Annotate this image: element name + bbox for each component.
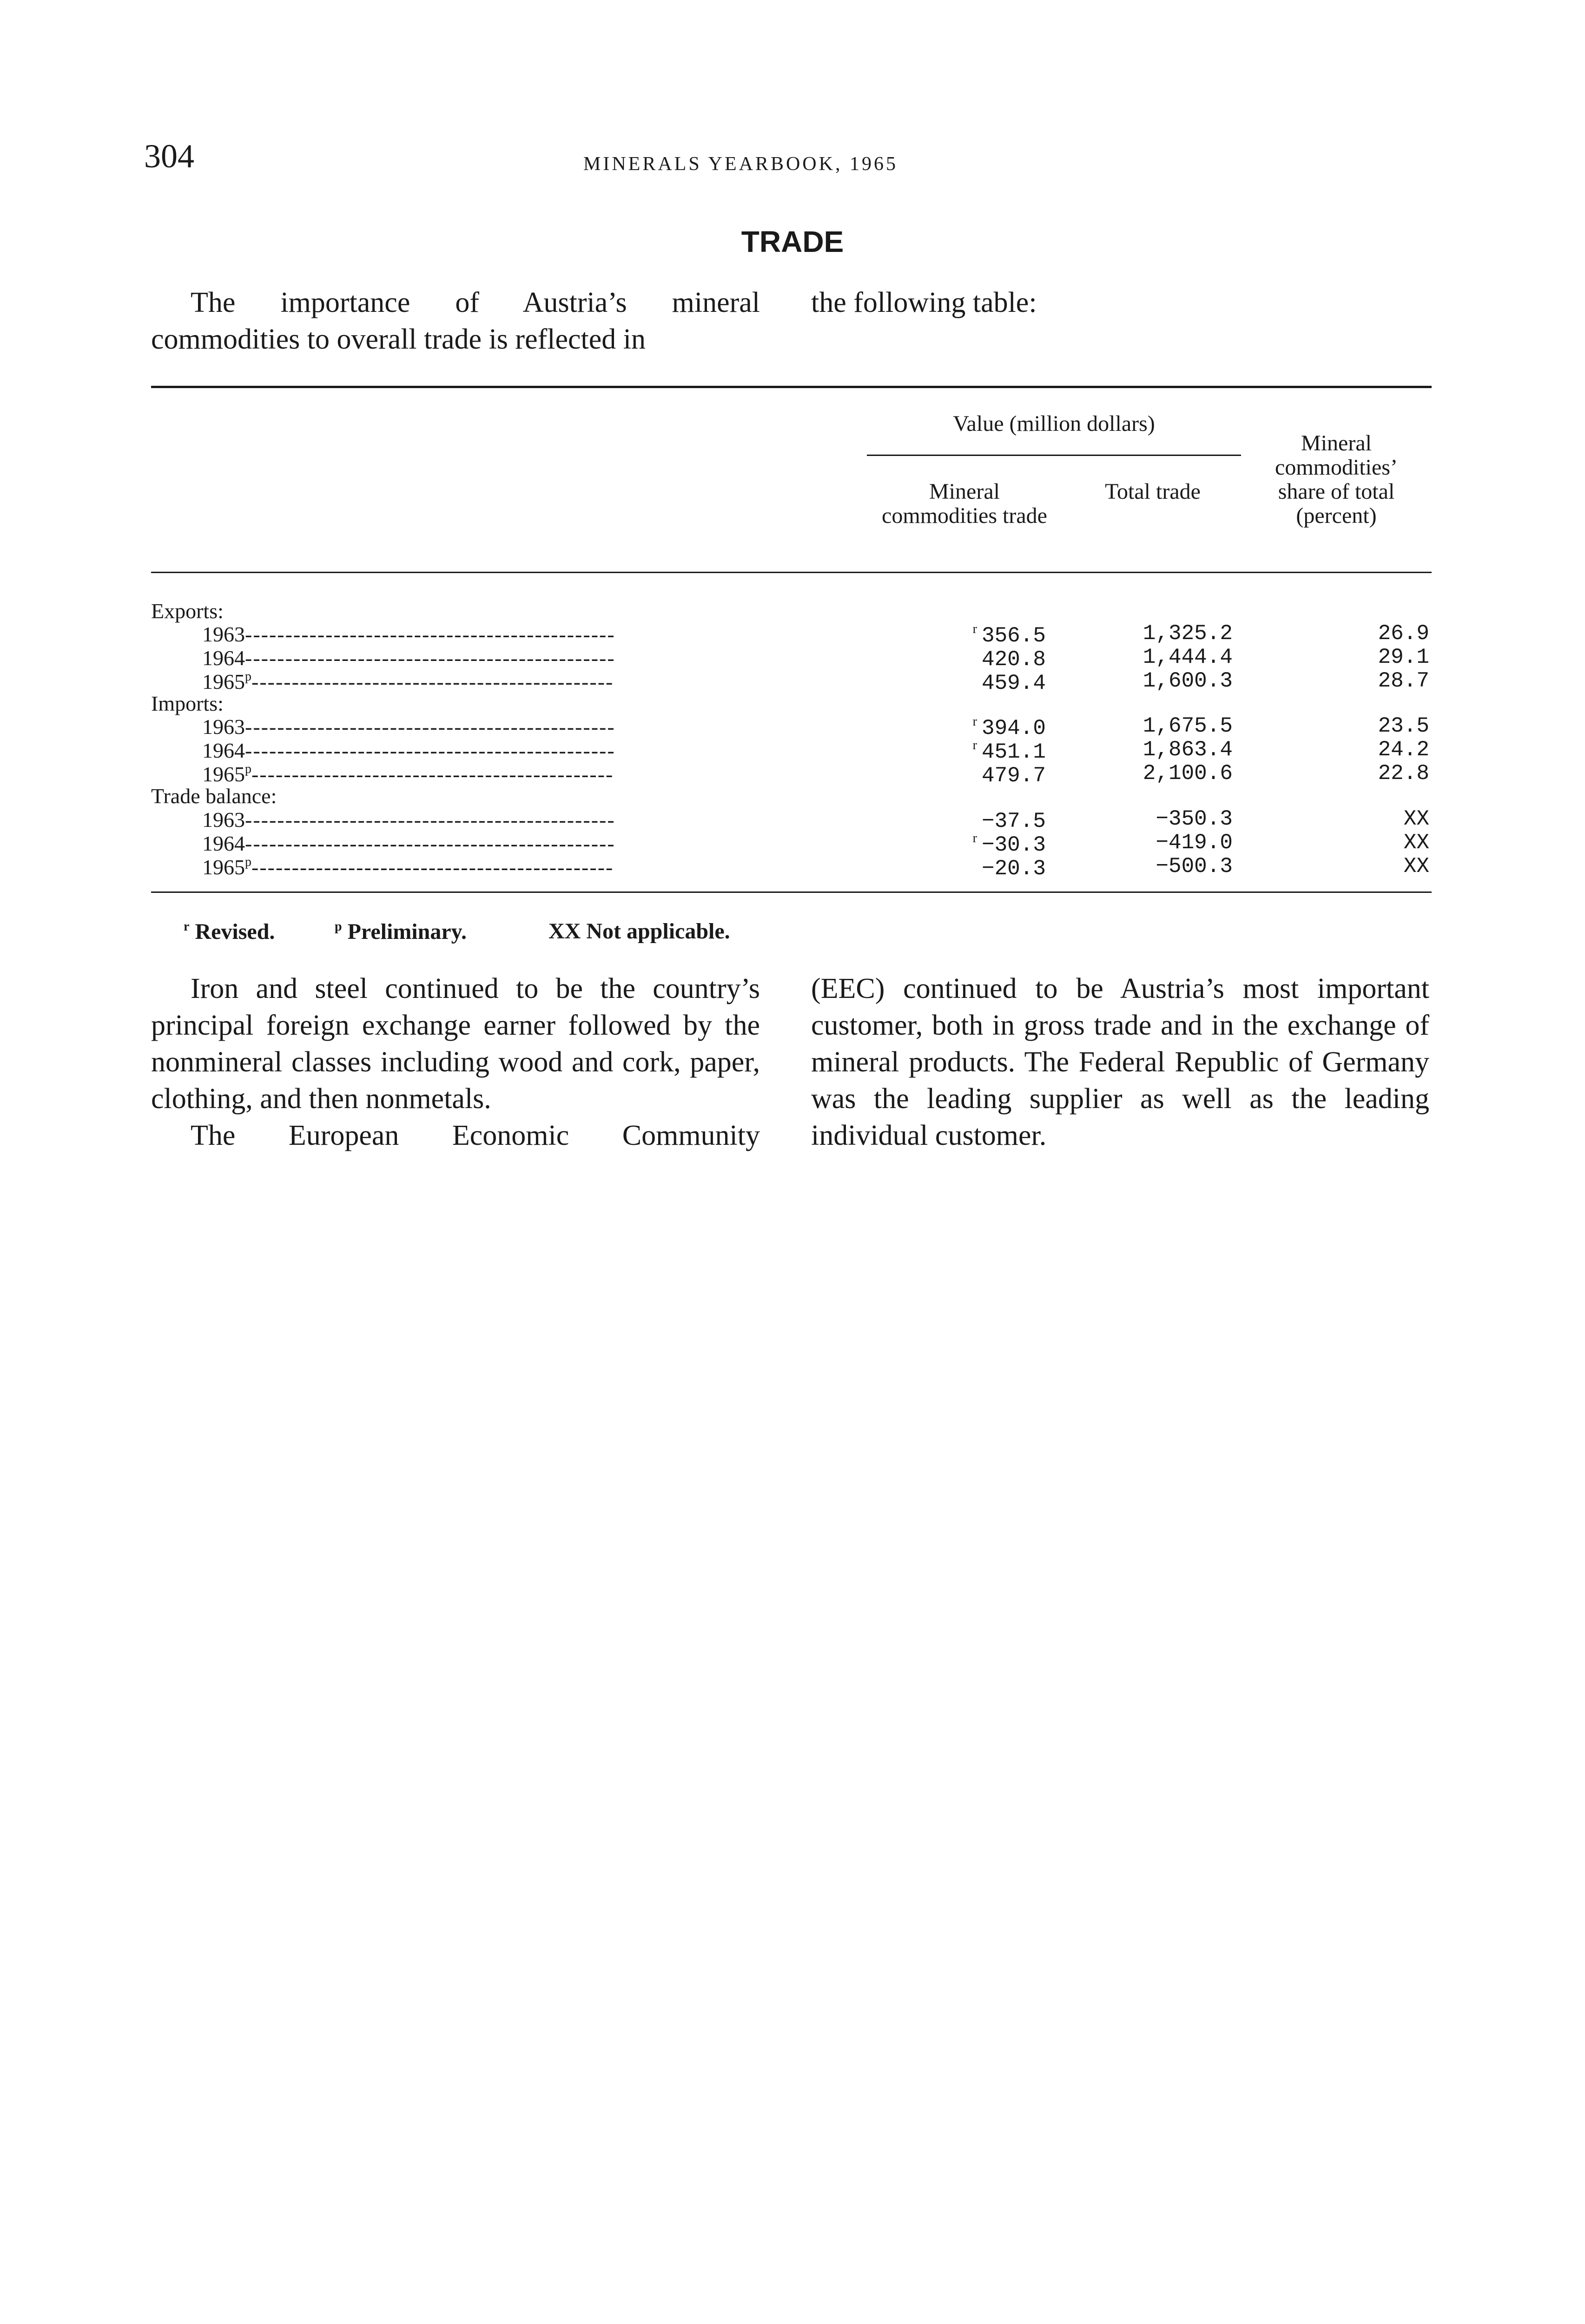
- cell-share: XX: [1403, 831, 1429, 855]
- table-row-label: 1963----------------------------------------------: [202, 808, 615, 832]
- body-left-column: [151, 971, 760, 1154]
- header-bottom-rule: [151, 572, 1432, 573]
- cell-total: 1,325.2: [1143, 621, 1233, 646]
- footnote-preliminary: $^p$ Preliminary.: [335, 919, 467, 944]
- cell-total: −500.3: [1156, 854, 1233, 878]
- cell-total: 1,600.3: [1143, 669, 1233, 693]
- section-title: TRADE: [741, 225, 844, 258]
- cell-total: 1,863.4: [1143, 738, 1233, 762]
- header-spanner: Value (million dollars): [953, 411, 1155, 436]
- cell-mineral: 479.7: [981, 764, 1046, 788]
- table-top-rule: [151, 386, 1432, 388]
- cell-mineral: −37.5: [981, 809, 1046, 833]
- intro-left-column: [151, 284, 760, 358]
- body-right-column: [811, 971, 1429, 1154]
- spanner-rule: [867, 455, 1241, 456]
- cell-total: 1,444.4: [1143, 645, 1233, 669]
- cell-total: −419.0: [1156, 831, 1233, 855]
- cell-total: −350.3: [1156, 807, 1233, 831]
- header-total-trade: Total trade: [1105, 479, 1201, 504]
- table-row-label: 1963----------------------------------------------: [202, 715, 615, 739]
- running-head: MINERALS YEARBOOK, 1965: [583, 153, 898, 175]
- cell-share: XX: [1403, 807, 1429, 831]
- cell-total: 1,675.5: [1143, 714, 1233, 738]
- cell-mineral: −20.3: [981, 857, 1046, 881]
- table-row-label: 1965$^p$---------------------------------------------: [202, 669, 614, 693]
- cell-share: 24.2: [1378, 738, 1429, 762]
- body-paragraph: (EEC) continued to be Austria’s most important customer, both in gross trade and in the exchange of mineral products. The Federal Republic of Germany was the leading supplier as well as the leading individual customer.: [811, 973, 1429, 1151]
- cell-mineral: $^r$ 451.1: [972, 738, 1046, 764]
- cell-mineral: $^r$ 394.0: [972, 714, 1046, 740]
- cell-share: 29.1: [1378, 645, 1429, 669]
- body-paragraph: Iron and steel continued to be the country’s principal foreign exchange earner followed by the nonmineral classes including wood and cork, paper, clothing, and then nonmetals.: [151, 973, 760, 1115]
- group-label-exports: Exports:: [151, 599, 224, 623]
- footnote-not-applicable: XX Not applicable.: [548, 919, 730, 944]
- group-label-imports: Imports:: [151, 692, 224, 715]
- table-row-label: 1963----------------------------------------------: [202, 622, 615, 646]
- cell-mineral: 420.8: [981, 647, 1046, 672]
- table-row-label: 1965$^p$---------------------------------------------: [202, 855, 614, 879]
- cell-share: 22.8: [1378, 761, 1429, 786]
- cell-share: XX: [1403, 854, 1429, 878]
- intro-left-text: The importance of Austria’s mineral commodities to overall trade is reflected in: [151, 287, 760, 355]
- table-row-label: 1964----------------------------------------------: [202, 739, 615, 762]
- cell-mineral: 459.4: [981, 671, 1046, 695]
- cell-mineral: $^r$ 356.5: [972, 622, 1046, 648]
- table-bottom-rule: [151, 891, 1432, 893]
- cell-total: 2,100.6: [1143, 761, 1233, 786]
- body-paragraph: The European Economic Community: [191, 1120, 760, 1151]
- page-number: 304: [144, 138, 194, 175]
- header-share: Mineral commodities’ share of total (percent): [1275, 431, 1398, 528]
- footnote-revised: $^r$ Revised.: [184, 919, 275, 944]
- intro-right-column: [811, 284, 1429, 321]
- cell-share: 23.5: [1378, 714, 1429, 738]
- table-row-label: 1964----------------------------------------------: [202, 832, 615, 855]
- cell-share: 26.9: [1378, 621, 1429, 646]
- table-row-label: 1964----------------------------------------------: [202, 646, 615, 670]
- cell-share: 28.7: [1378, 669, 1429, 693]
- intro-right-text: the following table:: [811, 287, 1037, 318]
- header-mineral-trade: Mineral commodities trade: [882, 479, 1047, 528]
- cell-mineral: $^r$ −30.3: [972, 831, 1046, 857]
- table-row-label: 1965$^p$---------------------------------------------: [202, 762, 614, 786]
- group-label-trade-balance: Trade balance:: [151, 784, 277, 808]
